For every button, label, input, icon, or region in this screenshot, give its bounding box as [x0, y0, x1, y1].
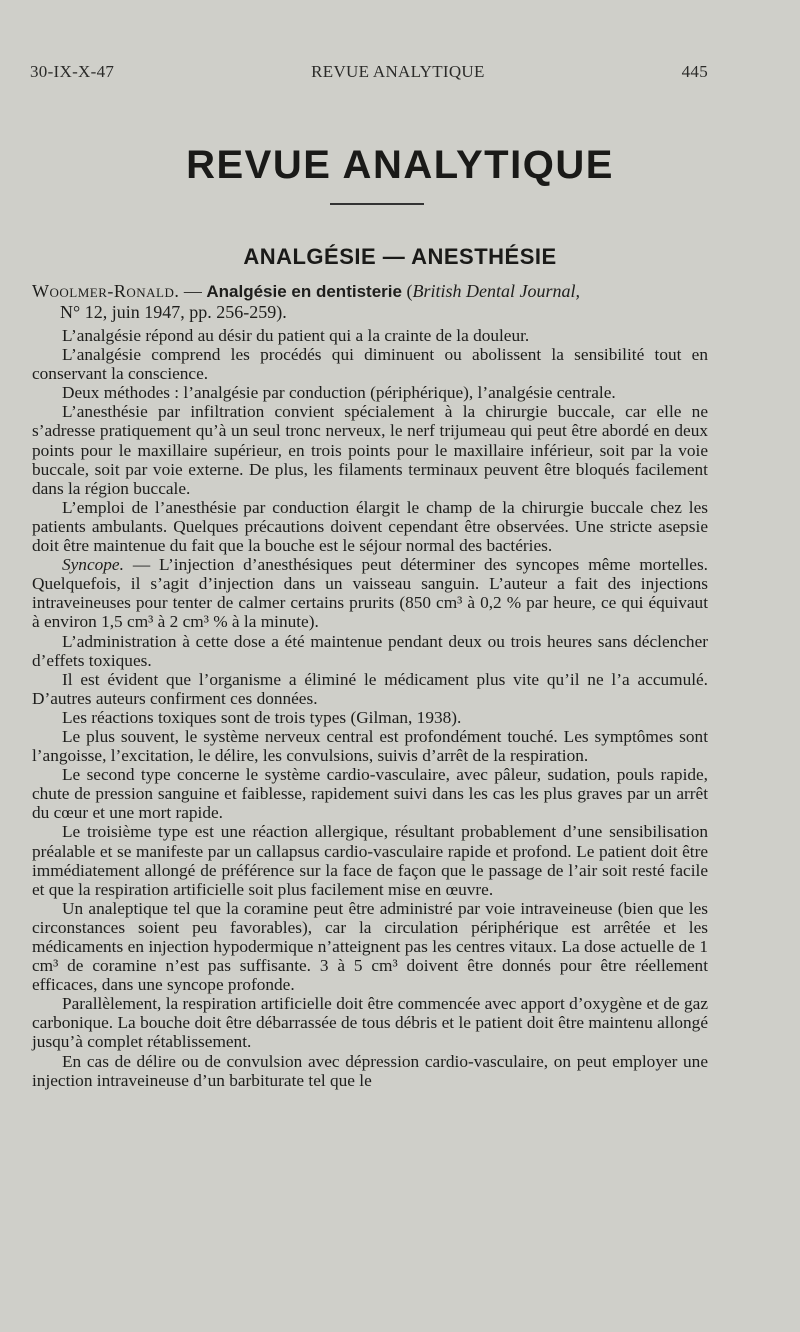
paragraph-text: Le troisième type est une réaction allergique, résultant probablement d’une sensibilisation préalable et se manifeste par un callapsus cardio-vasculaire rapide et profond. Le patient doit être immédiatement allongé de préférence sur la face de façon que le passage de l’air soit resté facile et que la respiration artificielle soit plus facilement mise en œuvre.: [32, 822, 708, 899]
reference-open-paren: (: [401, 281, 413, 301]
paragraph: [32, 498, 708, 555]
paragraph-text: Parallèlement, la respiration artificielle doit être commencée avec apport d’oxygène et de gaz carbonique. La bouche doit être débarrassée de tous débris et le patient doit être maintenu allongé jusqu’à complet rétablissement.: [32, 994, 708, 1052]
reference-author: Woolmer-Ronald.: [32, 281, 180, 301]
paragraph-text: L’administration à cette dose a été maintenue pendant deux ou trois heures sans déclencher d’effets toxiques.: [32, 631, 708, 670]
paragraph: [32, 1052, 708, 1090]
reference-journal: British Dental Journal,: [412, 281, 580, 301]
reference-details: N° 12, juin 1947, pp. 256-259).: [60, 302, 287, 322]
paragraph: [32, 899, 708, 994]
paragraph-text: Le plus souvent, le système nerveux central est profondément touché. Les symptômes sont l’angoisse, l’excitation, le délire, les convulsions, suivis d’arrêt de la respiration.: [32, 726, 708, 766]
reference-article-title: Analgésie en dentisterie: [206, 282, 402, 301]
paragraph: [32, 822, 708, 898]
paragraph-text: Un analeptique tel que la coramine peut être administré par voie intraveineuse (bien que les circonstances soient peu favorables), car la circulation périphérique est arrêtée et les médicaments en injection hypodermique n’atteignent pas les centres vitaux. La dose actuelle de 1 cm³ de coramine n’est pas suffisante. 3 à 5 cm³ doivent être donnés pour être réellement efficaces, dans une syncope profonde.: [32, 898, 708, 995]
article-body: [32, 326, 708, 1090]
paragraph: [32, 708, 708, 727]
paragraph-text: L’anesthésie par infiltration convient spécialement à la chirurgie buccale, car elle ne s’adresse pratiquement qu’à un seul tronc nerveux, le nerf trijumeau qui peut être abordé en deux points pour le maxillaire supérieur, en trois points pour le maxillaire inférieur, soit par la voie buccale, soit par voie externe. De plus, les filaments terminaux peuvent être bloqués facilement dans la région buccale.: [32, 402, 708, 498]
title-divider: [330, 203, 424, 205]
paragraph: [32, 727, 708, 765]
page-number: 445: [681, 62, 708, 81]
paragraph: [32, 383, 708, 402]
paragraph-text: L’analgésie répond au désir du patient qui a la crainte de la douleur.: [62, 326, 530, 345]
paragraph: [32, 994, 708, 1051]
running-header: [30, 62, 708, 82]
header-date: 30-IX-X-47: [30, 62, 115, 81]
paragraph-lead: Syncope.: [62, 555, 124, 575]
paragraph-text: Les réactions toxiques sont de trois types (Gilman, 1938).: [62, 707, 462, 727]
paragraph-text: L’analgésie comprend les procédés qui diminuent ou abolissent la sensibilité tout en conservant la conscience.: [32, 345, 708, 384]
paragraph-text: Le second type concerne le système cardio-vasculaire, avec pâleur, sudation, pouls rapide, chute de pression sanguine et faiblesse, rapidement suivi dans les cas les plus graves par un arrêt du cœur et une mort rapide.: [32, 765, 708, 823]
header-journal-name: REVUE ANALYTIQUE: [311, 62, 485, 81]
page-title: REVUE ANALYTIQUE: [186, 143, 614, 187]
paragraph: [32, 326, 708, 345]
paragraph: [32, 345, 708, 383]
reference-dash: —: [179, 281, 207, 301]
paragraph-text: En cas de délire ou de convulsion avec dépression cardio-vasculaire, on peut employer une injection intraveineuse d’un barbiturate tel que le: [32, 1051, 708, 1090]
paragraph: [32, 765, 708, 822]
paragraph-text: — L’injection d’anesthésiques peut déterminer des syncopes même mortelles. Quelquefois, il s’agit d’injection dans un vaisseau sanguin. L’auteur a fait des injections intraveineuses pour tenter de calmer certains prurits (850 cm³ à 0,2 % par heure, ce qui équivaut à environ 1,5 cm³ à 2 cm³ % à la minute).: [32, 555, 708, 632]
paragraph: [32, 670, 708, 708]
section-heading: ANALGÉSIE — ANESTHÉSIE: [243, 244, 557, 269]
paragraph: [32, 632, 708, 670]
paragraph: [32, 402, 708, 497]
paragraph-text: Il est évident que l’organisme a éliminé le médicament plus vite qu’il ne l’a accumulé. D’autres auteurs confirment ces données.: [32, 669, 708, 708]
paragraph-text: Deux méthodes : l’analgésie par conduction (périphérique), l’analgésie centrale.: [62, 383, 616, 403]
paragraph-syncope: [32, 555, 708, 631]
paragraph-text: L’emploi de l’anesthésie par conduction élargit le champ de la chirurgie buccale chez les patients ambulants. Quelques précautions doivent cependant être observées. Une stricte asepsie doit être maintenue du fait que la bouche est le séjour normal des bactéries.: [32, 497, 708, 556]
article-reference: [32, 281, 708, 323]
